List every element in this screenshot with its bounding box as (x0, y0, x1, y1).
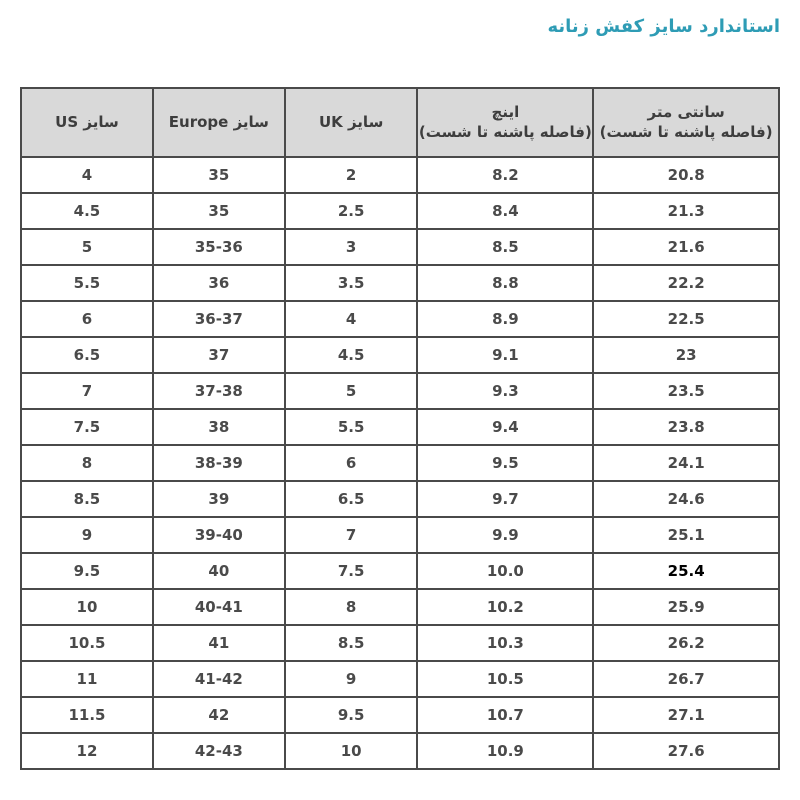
cell-cm: 25.4 (593, 553, 779, 589)
cell-inch: 9.1 (417, 337, 593, 373)
table-row (21, 697, 779, 733)
cell-europe: 35 (153, 193, 285, 229)
cell-us: 8 (21, 445, 153, 481)
table-row (21, 625, 779, 661)
cell-uk: 7 (285, 517, 418, 553)
cell-cm: 25.9 (593, 589, 779, 625)
table-row (21, 337, 779, 373)
header-cell-uk (285, 88, 418, 157)
header-uk-line1: سایز UK (318, 112, 384, 131)
cell-inch: 10.9 (417, 733, 593, 769)
header-inch-line1: اینچ (491, 102, 520, 121)
cell-uk: 2.5 (285, 193, 418, 229)
table-row (21, 733, 779, 769)
cell-europe: 35 (153, 157, 285, 193)
table-row (21, 373, 779, 409)
cell-cm: 22.5 (593, 301, 779, 337)
header-cell-europe (153, 88, 285, 157)
cell-europe: 38 (153, 409, 285, 445)
cell-us: 4 (21, 157, 153, 193)
cell-uk: 9.5 (285, 697, 418, 733)
cell-cm: 23.5 (593, 373, 779, 409)
cell-cm: 21.3 (593, 193, 779, 229)
table-row (21, 517, 779, 553)
cell-uk: 3 (285, 229, 418, 265)
cell-cm: 24.6 (593, 481, 779, 517)
table-row (21, 445, 779, 481)
cell-cm: 26.7 (593, 661, 779, 697)
header-europe-line1: سایز Europe (168, 112, 269, 131)
cell-europe: 40 (153, 553, 285, 589)
table-row (21, 661, 779, 697)
cell-uk: 8.5 (285, 625, 418, 661)
cell-cm: 27.1 (593, 697, 779, 733)
cell-cm: 20.8 (593, 157, 779, 193)
cell-inch: 9.3 (417, 373, 593, 409)
cell-inch: 9.7 (417, 481, 593, 517)
page-title: استاندارد سایز کفش زنانه (547, 16, 780, 37)
cell-inch: 10.5 (417, 661, 593, 697)
cell-inch: 10.7 (417, 697, 593, 733)
cell-cm: 21.6 (593, 229, 779, 265)
header-cm-line1: سانتی متر (647, 102, 725, 121)
cell-uk: 7.5 (285, 553, 418, 589)
table-row (21, 553, 779, 589)
cell-inch: 8.8 (417, 265, 593, 301)
cell-europe: 42 (153, 697, 285, 733)
cell-europe: 41 (153, 625, 285, 661)
header-cell-us (21, 88, 153, 157)
cell-uk: 4.5 (285, 337, 418, 373)
cell-uk: 2 (285, 157, 418, 193)
header-cell-inch (417, 88, 593, 157)
cell-inch: 9.4 (417, 409, 593, 445)
cell-cm: 23 (593, 337, 779, 373)
cell-europe: 39 (153, 481, 285, 517)
cell-us: 9.5 (21, 553, 153, 589)
cell-us: 8.5 (21, 481, 153, 517)
cell-uk: 8 (285, 589, 418, 625)
cell-inch: 8.9 (417, 301, 593, 337)
cell-us: 7.5 (21, 409, 153, 445)
cell-us: 9 (21, 517, 153, 553)
table-row (21, 193, 779, 229)
cell-us: 11 (21, 661, 153, 697)
cell-inch: 10.3 (417, 625, 593, 661)
cell-europe: 35-36 (153, 229, 285, 265)
cell-us: 6 (21, 301, 153, 337)
cell-cm: 24.1 (593, 445, 779, 481)
cell-uk: 4 (285, 301, 418, 337)
cell-inch: 8.5 (417, 229, 593, 265)
cell-uk: 5 (285, 373, 418, 409)
table-body (21, 157, 779, 769)
table-row (21, 409, 779, 445)
cell-inch: 10.0 (417, 553, 593, 589)
table-row (21, 229, 779, 265)
cell-inch: 9.5 (417, 445, 593, 481)
cell-us: 5 (21, 229, 153, 265)
header-cm-line2: (فاصله پاشنه تا شست) (599, 123, 773, 141)
header-us-line1: سایز US (55, 112, 119, 131)
table-row (21, 589, 779, 625)
cell-cm: 23.8 (593, 409, 779, 445)
cell-us: 4.5 (21, 193, 153, 229)
cell-europe: 41-42 (153, 661, 285, 697)
cell-europe: 39-40 (153, 517, 285, 553)
cell-europe: 36-37 (153, 301, 285, 337)
cell-europe: 36 (153, 265, 285, 301)
cell-us: 12 (21, 733, 153, 769)
header-row (21, 88, 779, 157)
cell-uk: 6.5 (285, 481, 418, 517)
table-row (21, 157, 779, 193)
cell-europe: 38-39 (153, 445, 285, 481)
cell-us: 7 (21, 373, 153, 409)
cell-us: 11.5 (21, 697, 153, 733)
cell-uk: 9 (285, 661, 418, 697)
header-cell-cm (593, 88, 779, 157)
header-inch-line2: (فاصله پاشنه تا شست) (418, 123, 592, 141)
cell-europe: 37 (153, 337, 285, 373)
shoe-size-table (20, 87, 780, 770)
table-row (21, 301, 779, 337)
table-header (21, 88, 779, 157)
cell-us: 10 (21, 589, 153, 625)
cell-inch: 8.4 (417, 193, 593, 229)
cell-cm: 27.6 (593, 733, 779, 769)
cell-cm: 26.2 (593, 625, 779, 661)
cell-us: 5.5 (21, 265, 153, 301)
cell-inch: 10.2 (417, 589, 593, 625)
cell-uk: 10 (285, 733, 418, 769)
cell-uk: 3.5 (285, 265, 418, 301)
table-row (21, 265, 779, 301)
cell-us: 6.5 (21, 337, 153, 373)
cell-cm: 22.2 (593, 265, 779, 301)
cell-inch: 8.2 (417, 157, 593, 193)
table-row (21, 481, 779, 517)
cell-inch: 9.9 (417, 517, 593, 553)
cell-cm: 25.1 (593, 517, 779, 553)
cell-uk: 6 (285, 445, 418, 481)
cell-europe: 42-43 (153, 733, 285, 769)
cell-europe: 37-38 (153, 373, 285, 409)
cell-europe: 40-41 (153, 589, 285, 625)
cell-uk: 5.5 (285, 409, 418, 445)
cell-us: 10.5 (21, 625, 153, 661)
